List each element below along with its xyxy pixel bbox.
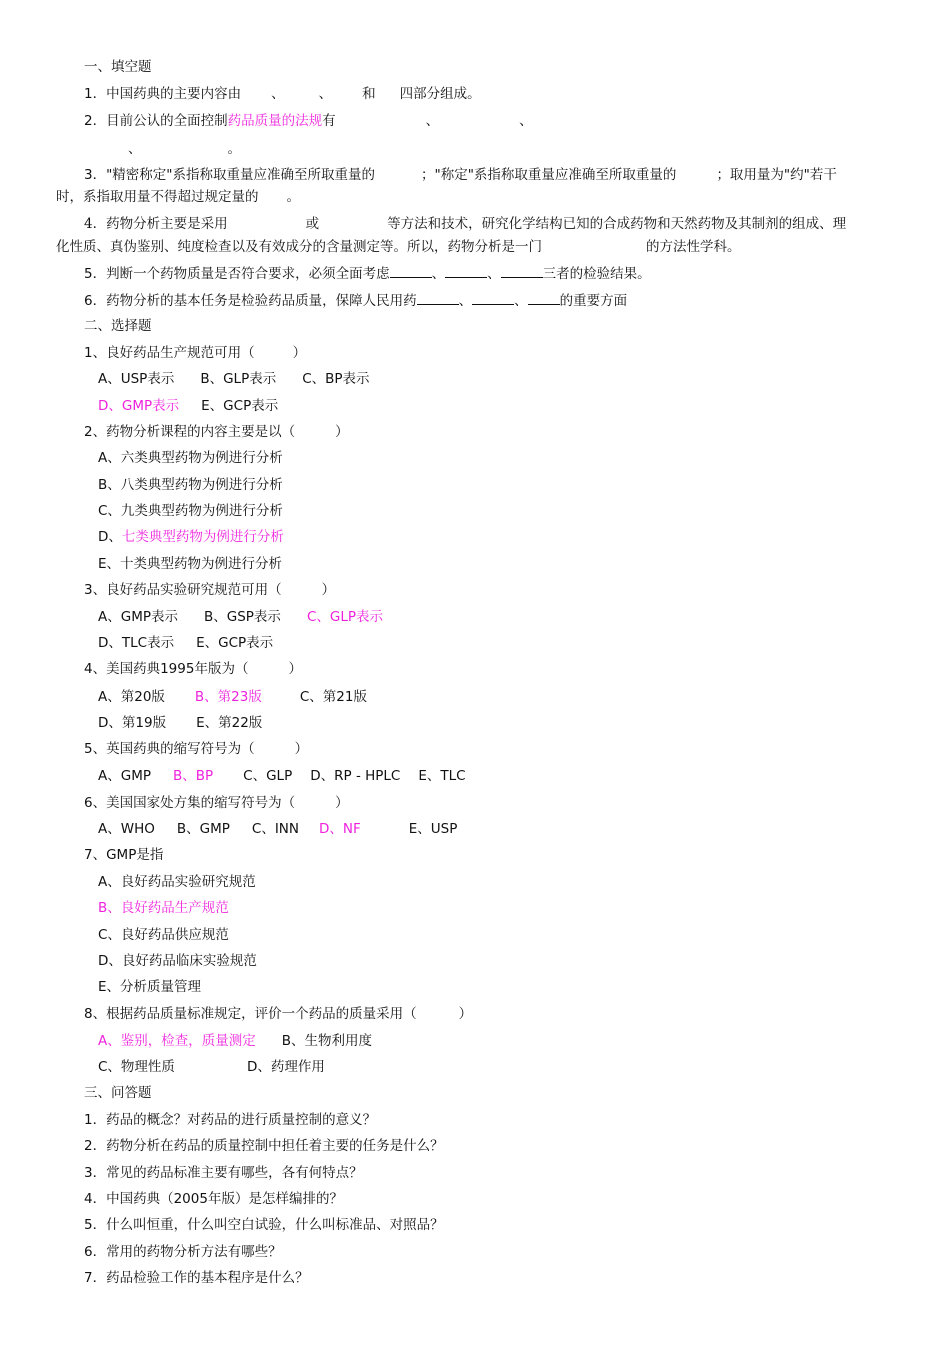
choice-row [98, 714, 262, 732]
option-row [98, 528, 284, 546]
q-text: 化性质、真伪鉴别、纯度检查以及有效成分的含量测定等。所以，药物分析是一门 [56, 239, 542, 255]
fill-question-3-cont [56, 188, 300, 206]
q-text: 目前公认的全面控制 [106, 113, 228, 129]
q-text: 时，系指取用量不得超过规定量的 [56, 189, 259, 205]
q-number: 4． [84, 216, 107, 232]
short-answer-question: 7．药品检验工作的基本程序是什么？ [84, 1270, 309, 1286]
fill-question-5 [84, 264, 651, 283]
short-answer-question: 6．常用的药物分析方法有哪些？ [84, 1244, 282, 1260]
q-tail: 四部分组成。 [399, 86, 481, 102]
choice-row [98, 634, 273, 652]
option: E、GCP表示 [201, 398, 279, 414]
fill-question-6 [84, 291, 627, 310]
fill-question-1 [84, 85, 481, 103]
question-stem: 6、美国国家处方集的缩写符号为（ [84, 795, 296, 811]
short-answer-question: 1．药品的概念？对药品的进行质量控制的意义？ [84, 1112, 377, 1128]
separator: 、 [431, 266, 446, 282]
q-number: 6． [84, 293, 107, 309]
section-title-multiple-choice: 二、选择题 [84, 318, 152, 334]
choice-row [98, 767, 466, 785]
option: E、USP [408, 821, 458, 837]
option: E、第22版 [196, 715, 263, 731]
option: A、GMP表示 [98, 609, 178, 625]
option: D、良好药品临床实验规范 [98, 953, 257, 969]
option: A、GMP [98, 768, 151, 784]
choice-question-7: 7、GMP是指 [84, 847, 164, 863]
q-text: ；"称定"系指称取重量应准确至所取重量的 [421, 167, 677, 183]
q-number: 3． [84, 167, 107, 183]
option: C、第21版 [299, 689, 367, 705]
separator: 、 [318, 86, 333, 102]
choice-question-5 [84, 740, 308, 758]
option: E、十类典型药物为例进行分析 [98, 556, 283, 572]
fill-question-3 [84, 166, 837, 184]
choice-question-2 [84, 423, 349, 441]
choice-question-1 [84, 344, 306, 362]
option: E、TLC [418, 768, 466, 784]
choice-question-8 [84, 1005, 472, 1023]
option: E、分析质量管理 [98, 979, 202, 995]
answer-blank [417, 291, 459, 305]
option-correct: A、鉴别，检查，质量测定 [98, 1033, 256, 1049]
option: E、GCP表示 [196, 635, 274, 651]
choice-question-3 [84, 581, 335, 599]
choice-row [98, 1032, 372, 1050]
choice-row [98, 688, 367, 706]
option: A、第20版 [98, 689, 165, 705]
fill-question-2 [84, 112, 533, 130]
option-correct: B、第23版 [194, 689, 262, 705]
choice-row [98, 820, 457, 838]
q-text: 中国药典的主要内容由 [106, 86, 242, 102]
option-letter: D、 [98, 529, 122, 545]
option: B、GSP表示 [204, 609, 281, 625]
q-text: 药物分析的基本任务是检验药品质量，保障人民用药 [106, 293, 417, 309]
q-text: 等方法和技术，研究化学结构已知的合成药物和天然药物及其制剂的组成、理 [387, 216, 847, 232]
separator: 、 [487, 266, 501, 282]
answer-blank [390, 264, 432, 278]
option: C、物理性质 [98, 1059, 175, 1075]
option: C、GLP [243, 768, 293, 784]
answer-blank [472, 291, 514, 305]
short-answer-question: 3．常见的药品标准主要有哪些，各有何特点？ [84, 1165, 363, 1181]
option-correct: D、GMP表示 [98, 398, 180, 414]
q-tail: 三者的检验结果。 [542, 266, 651, 282]
separator: 、 [271, 86, 285, 102]
q-number: 1． [84, 86, 107, 102]
option-correct: D、NF [319, 821, 361, 837]
option: A、USP表示 [98, 371, 175, 387]
option: B、GLP表示 [200, 371, 277, 387]
q-and: 和 [362, 86, 376, 102]
q-text: 判断一个药物质量是否符合要求，必须全面考虑 [106, 266, 390, 282]
choice-question-6 [84, 794, 349, 812]
separator: 、 [425, 113, 440, 129]
q-end: 。 [227, 141, 241, 157]
q-text: "精密称定"系指称取重量应准确至所取重量的 [106, 167, 376, 183]
short-answer-question: 5．什么叫恒重，什么叫空白试验，什么叫标准品、对照品？ [84, 1217, 444, 1233]
separator: 、 [514, 293, 528, 309]
q-text: 药物分析主要是采用 [106, 216, 228, 232]
choice-row [98, 397, 278, 415]
stem-close: ） [335, 424, 349, 440]
question-stem: 5、英国药典的缩写符号为（ [84, 741, 255, 757]
option: D、TLC表示 [98, 635, 175, 651]
q-tail: 的重要方面 [559, 293, 628, 309]
option: C、良好药品供应规范 [98, 927, 229, 943]
option: B、GMP [176, 821, 230, 837]
option-correct: C、GLP表示 [306, 609, 383, 625]
section-title-short-answer: 三、问答题 [84, 1085, 152, 1101]
highlighted-answer: 药品质量的法规 [227, 113, 323, 129]
q-number: 5． [84, 266, 107, 282]
stem-close: ） [321, 582, 336, 598]
q-end: 的方法性学科。 [646, 239, 741, 255]
option: A、良好药品实验研究规范 [98, 874, 256, 890]
choice-row [98, 370, 370, 388]
separator: 、 [458, 293, 473, 309]
option: D、第19版 [98, 715, 167, 731]
answer-blank [501, 264, 543, 278]
option: B、八类典型药物为例进行分析 [98, 477, 283, 493]
separator: 、 [519, 113, 533, 129]
option: C、INN [251, 821, 299, 837]
question-stem: 1、良好药品生产规范可用（ [84, 345, 255, 361]
separator: 、 [128, 141, 142, 157]
choice-row [98, 1058, 325, 1076]
stem-close: ） [292, 345, 307, 361]
option: C、九类典型药物为例进行分析 [98, 503, 283, 519]
option-correct: B、BP [173, 768, 214, 784]
stem-close: ） [288, 661, 302, 677]
stem-close: ） [294, 741, 309, 757]
question-stem: 2、药物分析课程的内容主要是以（ [84, 424, 296, 440]
q-end: 。 [286, 189, 300, 205]
option: A、WHO [98, 821, 155, 837]
q-text: 有 [322, 113, 336, 129]
fill-question-4 [84, 215, 846, 233]
fill-question-2-cont [128, 140, 241, 158]
fill-question-4-cont [56, 238, 741, 256]
question-stem: 8、根据药品质量标准规定，评价一个药品的质量采用（ [84, 1006, 417, 1022]
question-stem: 4、美国药典1995年版为（ [84, 661, 249, 677]
q-or: 或 [305, 216, 320, 232]
question-stem: 3、良好药品实验研究规范可用（ [84, 582, 282, 598]
option: D、药理作用 [246, 1059, 325, 1075]
short-answer-question: 4．中国药典（2005年版）是怎样编排的？ [84, 1191, 343, 1207]
option-correct: 七类典型药物为例进行分析 [121, 529, 284, 545]
q-text: ；取用量为"约"若干 [716, 167, 837, 183]
option-correct: B、良好药品生产规范 [98, 900, 229, 916]
option: A、六类典型药物为例进行分析 [98, 450, 283, 466]
q-number: 2． [84, 113, 107, 129]
choice-question-4 [84, 660, 302, 678]
stem-close: ） [335, 795, 349, 811]
short-answer-question: 2．药物分析在药品的质量控制中担任着主要的任务是什么？ [84, 1138, 444, 1154]
answer-blank [528, 291, 560, 305]
stem-close: ） [458, 1006, 473, 1022]
section-title-fill-in: 一、填空题 [84, 59, 152, 75]
option: B、生物利用度 [281, 1033, 373, 1049]
option: D、RP - HPLC [310, 768, 401, 784]
option: C、BP表示 [302, 371, 370, 387]
choice-row [98, 608, 383, 626]
answer-blank [445, 264, 487, 278]
